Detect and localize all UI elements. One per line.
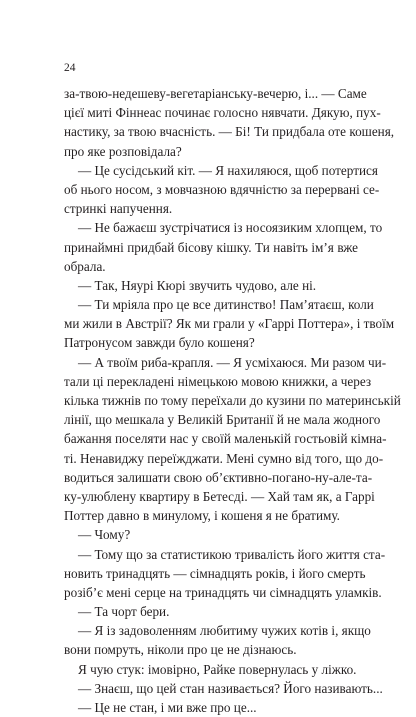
text-line: — Знаєш, що цей стан називається? Його називають... [78, 680, 383, 696]
text-line: тали ці перекладені німецькою мовою книжки, а через [64, 373, 372, 389]
text-line: — Це сусідський кіт. — Я нахиляюся, щоб потертися [78, 162, 378, 178]
text-line: водиться залишати свою об’єктивно-погано-ну-але-та- [64, 469, 373, 485]
text-line: — Та чорт бери. [78, 604, 170, 620]
text-line: лінії, що мешкала у Великій Британії й не мала жодного [64, 412, 381, 428]
text-line: Я чую стук: імовірно, Райке повернулась у ліжко. [78, 661, 357, 677]
text-line: — Ти мріяла про це все дитинство! Пам’ятаєш, коли [78, 297, 374, 313]
text-line: вони помруть, ніколи про це не дізнаюсь. [64, 642, 297, 658]
text-line: за-твою-недешеву-вегетаріанську-вечерю, і... — Саме [64, 86, 367, 101]
text-line: настику, за твою вчасність. — Бі! Ти придбала оте кошеня, [64, 124, 395, 140]
text-line: кілька тижнів по тому переїхали до кузини по материнській [64, 393, 401, 408]
text-line: новить тринадцять — сімнадцять років, і його смерть [64, 565, 366, 581]
text-line: стринкі напучення. [64, 201, 173, 217]
text-line: — Тому що за статистикою тривалість його життя ста- [78, 546, 386, 562]
text-line: — Чому? [78, 527, 131, 543]
text-line: — Це не стан, і ми вже про це... [78, 700, 257, 715]
text-line: ку-улюблену квартиру в Бетесді. — Хай там як, а Гаррі [64, 488, 375, 504]
text-line: — Так, Няурі Кюрі звучить чудово, але ні. [78, 277, 317, 293]
body-text [64, 84, 401, 717]
text-line: об нього носом, з мовчазною вдячністю за перервані се- [64, 181, 380, 197]
text-line: принаймні придбай бісову кішку. Ти навіть ім’я вже [64, 239, 358, 255]
text-line: Патронусом завжди було кошеня? [64, 335, 255, 351]
text-line: ми жили в Австрії? Як ми грали у «Гаррі Поттера», і твоїм [64, 316, 395, 332]
text-line: цієї миті Фіннеас починає голосно нявчати. Дякую, пух- [64, 105, 381, 121]
text-line: про яке розповідала? [64, 143, 182, 159]
text-line: — А твоїм риба-крапля. — Я усміхаюся. Ми разом чи- [78, 354, 387, 370]
text-line: — Не бажаєш зустрічатися із носоязиким хлопцем, то [78, 220, 383, 236]
text-line: обрала. [64, 258, 106, 274]
text-line: бажання поселяти нас у своїй маленькій гостьовій кімна- [64, 431, 387, 447]
text-line: ті. Ненавиджу переїжджати. Мені сумно від того, що до- [64, 450, 384, 466]
text-line: Поттер давно в минулому, і кошеня я не братиму. [64, 508, 340, 524]
text-line: розіб’є мені серце на тринадцять чи сімнадцять уламків. [64, 584, 382, 600]
page-number: 24 [64, 62, 76, 74]
text-line: — Я із задоволенням любитиму чужих котів і, якщо [78, 623, 371, 639]
